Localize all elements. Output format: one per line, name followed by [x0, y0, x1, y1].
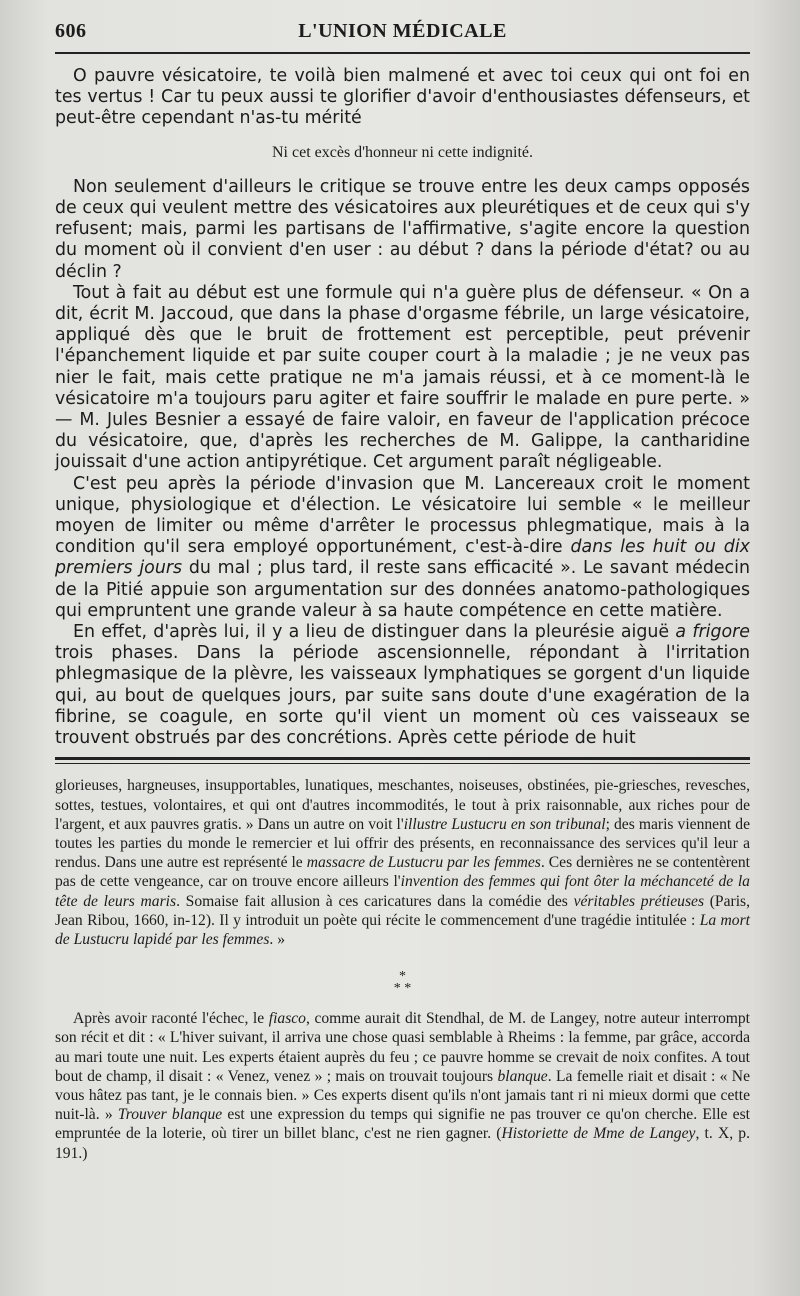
footnote-block [55, 776, 750, 1162]
journal-title: L'UNION MÉDICALE [298, 20, 507, 42]
verse-quote: Ni cet excès d'honneur ni cette indignité. [271, 143, 533, 161]
paragraph: En effet, d'après lui, il y a lieu de distinguer dans la pleurésie aiguë a frigore trois phases. Dans la période ascensionnelle, répondant à l'irritation phlegmasique de la plèvre, les vaisseaux lymphatiques se gorgent d'un liquide qui, au bout de quelques jours, par suite sans doute d'une exagération de la fibrine, se coagule, en sorte qu'il vient un moment où ces vaisseaux se trouvent obstrués par des concrétions. Après cette période de huit [55, 622, 750, 749]
page-number: 606 [55, 20, 87, 42]
page-header [55, 20, 750, 42]
main-text [55, 66, 750, 749]
italic-phrase: dans les huit ou dix premiers jours [55, 537, 750, 579]
footnote-block-2 [55, 1009, 750, 1163]
paragraph: Non seulement d'ailleurs le critique se trouve entre les deux camps opposés de ceux qui veulent mettre des vésicatoires aux pleurétiques et de ceux qui s'y refusent; mais, parmi les partisans de l'affirmative, s'agite encore la question du moment où il convient d'en user : au début ? dans la période d'état? ou au déclin ? [55, 176, 750, 282]
italic-phrase: a frigore [675, 622, 750, 643]
section-asterism: * * * [393, 969, 412, 997]
footnote-paragraph: glorieuses, hargneuses, insupportables, lunatiques, meschantes, noiseuses, obstinées, pie-griesches, revesches, sottes, testues, volontaires, et qui ont d'autres incommodités, le tout à prix raisonnable, aux riches pour de l'argent, et aux pauvres gratis. » Dans un autre on voit l'illustre Lustucru en son tribunal; des maris viennent de toutes les parties du monde le remercier et lui offrir des présents, en reconnaissance des services qu'il leur a rendus. Dans une autre est représenté le massacre de Lustucru par les femmes. Ces dernières ne se contentèrent pas de cette vengeance, car on trouve encore ailleurs l'invention des femmes qui font ôter la méchanceté de la tête de leurs maris. Somaise fait allusion à ces caricatures dans la comédie des véritables prétieuses (Paris, Jean Ribou, 1660, in-12). Il y introduit un poète qui récite le commencement d'une tragédie intitulée : La mort de Lustucru lapidé par les femmes. » [55, 777, 751, 948]
intro-paragraph: O pauvre vésicatoire, te voilà bien malmené et avec toi ceux qui ont foi en tes vertus ! Car tu peux aussi te glorifier d'avoir d'enthousiastes défenseurs, et peut-être cependant n'as-tu mérité [55, 66, 750, 129]
paragraph: C'est peu après la période d'invasion que M. Lancereaux croit le moment unique, physiologique et d'élection. Le vésicatoire lui semble « le meilleur moyen de limiter ou même d'arrêter le processus phlegmatique, mais à la condition qu'il sera employé opportunément, c'est-à-dire dans les huit ou dix premiers jours du mal ; plus tard, il reste sans efficacité ». Le savant médecin de la Pitié appuie son argumentation sur des données anatomo-pathologiques qui empruntent une grande valeur à sa haute compétence en cette matière. [55, 473, 750, 621]
footnote-paragraph: Après avoir raconté l'échec, le fiasco, comme aurait dit Stendhal, de M. de Langey, notre auteur interrompt son récit et dit : « L'hiver suivant, il arriva une chose quasi semblable à Rheims : la femme, par grâce, accorda au mari toute une nuit. Les experts étaient auprès du feu ; ce pauvre homme se crevait de noix confites. A tout bout de champ, il disait : « Venez, venez » ; mais on trouvait toujours blanque. La femelle riait et disait : « Ne vous hâtez pas tant, je le connais bien. » Ces experts disent qu'ils n'ont jamais tant ri ni mieux dormi que cette nuit-là. » Trouver blanque est une expression du temps qui signifie ne pas trouver ce qu'on cherche. Elle est empruntée de la loterie, où tirer un billet blanc, c'est ne rien gagner. (Historiette de Mme de Langey, t. X, p. 191.) [55, 1010, 751, 1162]
footnote-separator [55, 757, 750, 764]
header-rule [55, 52, 750, 54]
paragraph: Tout à fait au début est une formule qui n'a guère plus de défenseur. « On a dit, écrit M. Jaccoud, que dans la phase d'orgasme fébrile, un large vésicatoire, appliqué dès que le bruit de frottement est perceptible, peut prévenir l'épanchement liquide et par suite couper court à la maladie ; je ne veux pas nier le fait, mais cette pratique ne m'a jamais réussi, et à ce moment-là le vésicatoire m'a toujours paru agiter et faire souffrir le malade en pure perte. » — M. Jules Besnier a essayé de faire valoir, en faveur de l'application précoce du vésicatoire, que, d'après les recherches de M. Galippe, la cantharidine jouissait d'une action antipyrétique. Cet argument paraît négligeable. [55, 282, 750, 473]
